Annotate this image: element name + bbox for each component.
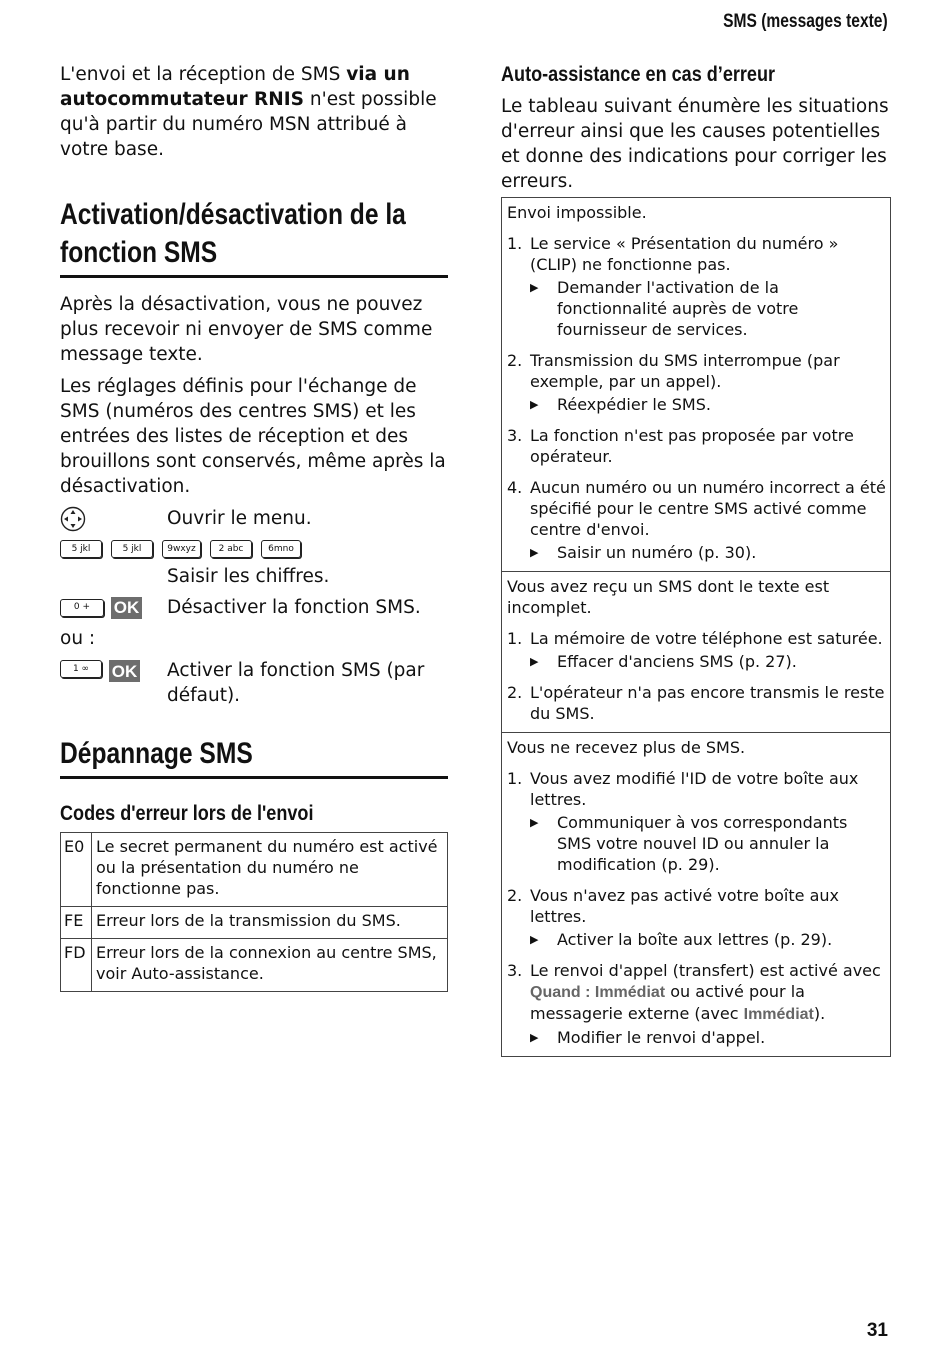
list-item: 1. Vous avez modifié l'ID de votre boîte aux lettres. ▶ Communiquer à vos correspondants SMS votre nouvel ID ou annuler la modification (p. 29). — [507, 768, 886, 875]
ok-softkey[interactable]: OK — [109, 660, 140, 682]
error-codes-table — [60, 832, 448, 992]
right-column — [501, 62, 891, 1057]
error-code: FE — [61, 907, 92, 939]
activation-title: Activation/désactivation de la fonction SMS — [60, 196, 448, 278]
triangle-right-icon: ▶ — [530, 281, 539, 294]
situation-title: Envoi impossible. — [507, 203, 647, 222]
step-disable: 0 + OK Désactiver la fonction SMS. — [60, 595, 448, 620]
triangle-right-icon: ▶ — [530, 655, 539, 668]
table-row — [61, 907, 448, 939]
key-0[interactable]: 0 + — [60, 599, 104, 617]
settings-kept-note: Les réglages définis pour l'échange de SMS (numéros des centres SMS) et les entrées des listes de réception et des brouillons sont conservés, même après la désactivation. — [60, 376, 446, 497]
list-item: 2. Vous n'avez pas activé votre boîte aux lettres. ▶ Activer la boîte aux lettres (p. 29). — [507, 885, 886, 950]
triangle-right-icon: ▶ — [530, 816, 539, 829]
key-6[interactable]: 6mno — [261, 540, 301, 558]
corrective-action: ▶ Communiquer à vos correspondants SMS votre nouvel ID ou annuler la modification (p. 29). — [530, 813, 848, 874]
self-help-title: Auto-assistance en cas d’erreur — [501, 63, 776, 86]
key-9[interactable]: 9wxyz — [162, 540, 201, 558]
triangle-right-icon: ▶ — [530, 933, 539, 946]
corrective-action: ▶ Saisir un numéro (p. 30). — [530, 543, 757, 562]
error-description: Erreur lors de la connexion au centre SMS, voir Auto-assistance. — [92, 939, 448, 992]
troubleshooting-title: Dépannage SMS — [60, 735, 448, 779]
running-title: SMS (messages texte) — [723, 11, 888, 32]
deactivation-note: Après la désactivation, vous ne pouvez plus recevoir ni envoyer de SMS comme message texte. — [60, 294, 433, 365]
key-5[interactable]: 5 jkl — [111, 540, 153, 558]
table-row — [61, 939, 448, 992]
situation-title: Vous ne recevez plus de SMS. — [507, 738, 746, 757]
list-item: 4. Aucun numéro ou un numéro incorrect a été spécifié pour le centre SMS activé comme centre d'envoi. ▶ Saisir un numéro (p. 30). — [507, 478, 886, 562]
error-codes-title: Codes d'erreur lors de l'envoi — [60, 802, 314, 825]
error-code: E0 — [61, 833, 92, 907]
triangle-right-icon: ▶ — [530, 398, 539, 411]
corrective-action: ▶ Réexpédier le SMS. — [530, 395, 711, 414]
error-situation — [502, 571, 890, 732]
left-column — [60, 62, 448, 992]
error-situation — [502, 732, 890, 1056]
self-help-intro: Le tableau suivant énumère les situations d'erreur ainsi que les causes potentielles et donne des indications pour corriger les erreurs. — [501, 96, 889, 192]
step-enter-digits: Saisir les chiffres. — [167, 566, 330, 587]
key-5[interactable]: 5 jkl — [60, 540, 102, 558]
corrective-action: ▶ Demander l'activation de la fonctionnalité auprès de votre fournisseur de services. — [530, 278, 799, 339]
list-item: 1. Le service « Présentation du numéro » (CLIP) ne fonctionne pas. ▶ Demander l'activation de la fonctionnalité auprès de votre fournisseur de services. — [507, 233, 886, 340]
menu-term: Quand : Immédiat — [530, 984, 666, 1001]
step-enable: 1 ∞ OK Activer la fonction SMS (par défaut). — [60, 658, 448, 708]
list-item: 3. Le renvoi d'appel (transfert) est activé avec Quand : Immédiat ou activé pour la messagerie externe (avec Immédiat). ▶ Modifier le renvoi d'appel. — [507, 960, 886, 1048]
key-1[interactable]: 1 ∞ — [60, 660, 102, 678]
key-2[interactable]: 2 abc — [210, 540, 252, 558]
intro-paragraph: L'envoi et la réception de SMS via un autocommutateur RNIS n'est possible qu'à partir du numéro MSN attribué à votre base. — [60, 64, 437, 160]
list-item: 2. Transmission du SMS interrompue (par exemple, par un appel). ▶ Réexpédier le SMS. — [507, 350, 886, 415]
list-item: 3. La fonction n'est pas proposée par votre opérateur. — [507, 426, 854, 466]
triangle-right-icon: ▶ — [530, 1031, 539, 1044]
list-item: 1. La mémoire de votre téléphone est saturée. ▶ Effacer d'anciens SMS (p. 27). — [507, 628, 886, 672]
situation-title: Vous avez reçu un SMS dont le texte est incomplet. — [507, 577, 830, 617]
navigation-key-icon[interactable] — [60, 506, 86, 532]
error-code: FD — [61, 939, 92, 992]
corrective-action: ▶ Effacer d'anciens SMS (p. 27). — [530, 652, 797, 671]
page-number: 31 — [866, 1320, 888, 1341]
corrective-action: ▶ Modifier le renvoi d'appel. — [530, 1028, 766, 1047]
digit-keys-row — [60, 538, 448, 560]
or-label: ou : — [60, 628, 96, 649]
triangle-right-icon: ▶ — [530, 546, 539, 559]
corrective-action: ▶ Activer la boîte aux lettres (p. 29). — [530, 930, 833, 949]
error-description: Le secret permanent du numéro est activé ou la présentation du numéro ne fonctionne pas. — [92, 833, 448, 907]
menu-term: Immédiat — [743, 1006, 814, 1023]
error-situation — [502, 198, 890, 571]
table-row — [61, 833, 448, 907]
step-open-menu: Ouvrir le menu. — [60, 506, 448, 532]
self-help-table — [501, 197, 891, 1057]
error-description: Erreur lors de la transmission du SMS. — [92, 907, 448, 939]
list-item: 2. L'opérateur n'a pas encore transmis le reste du SMS. — [507, 683, 885, 723]
ok-softkey[interactable]: OK — [111, 597, 142, 619]
